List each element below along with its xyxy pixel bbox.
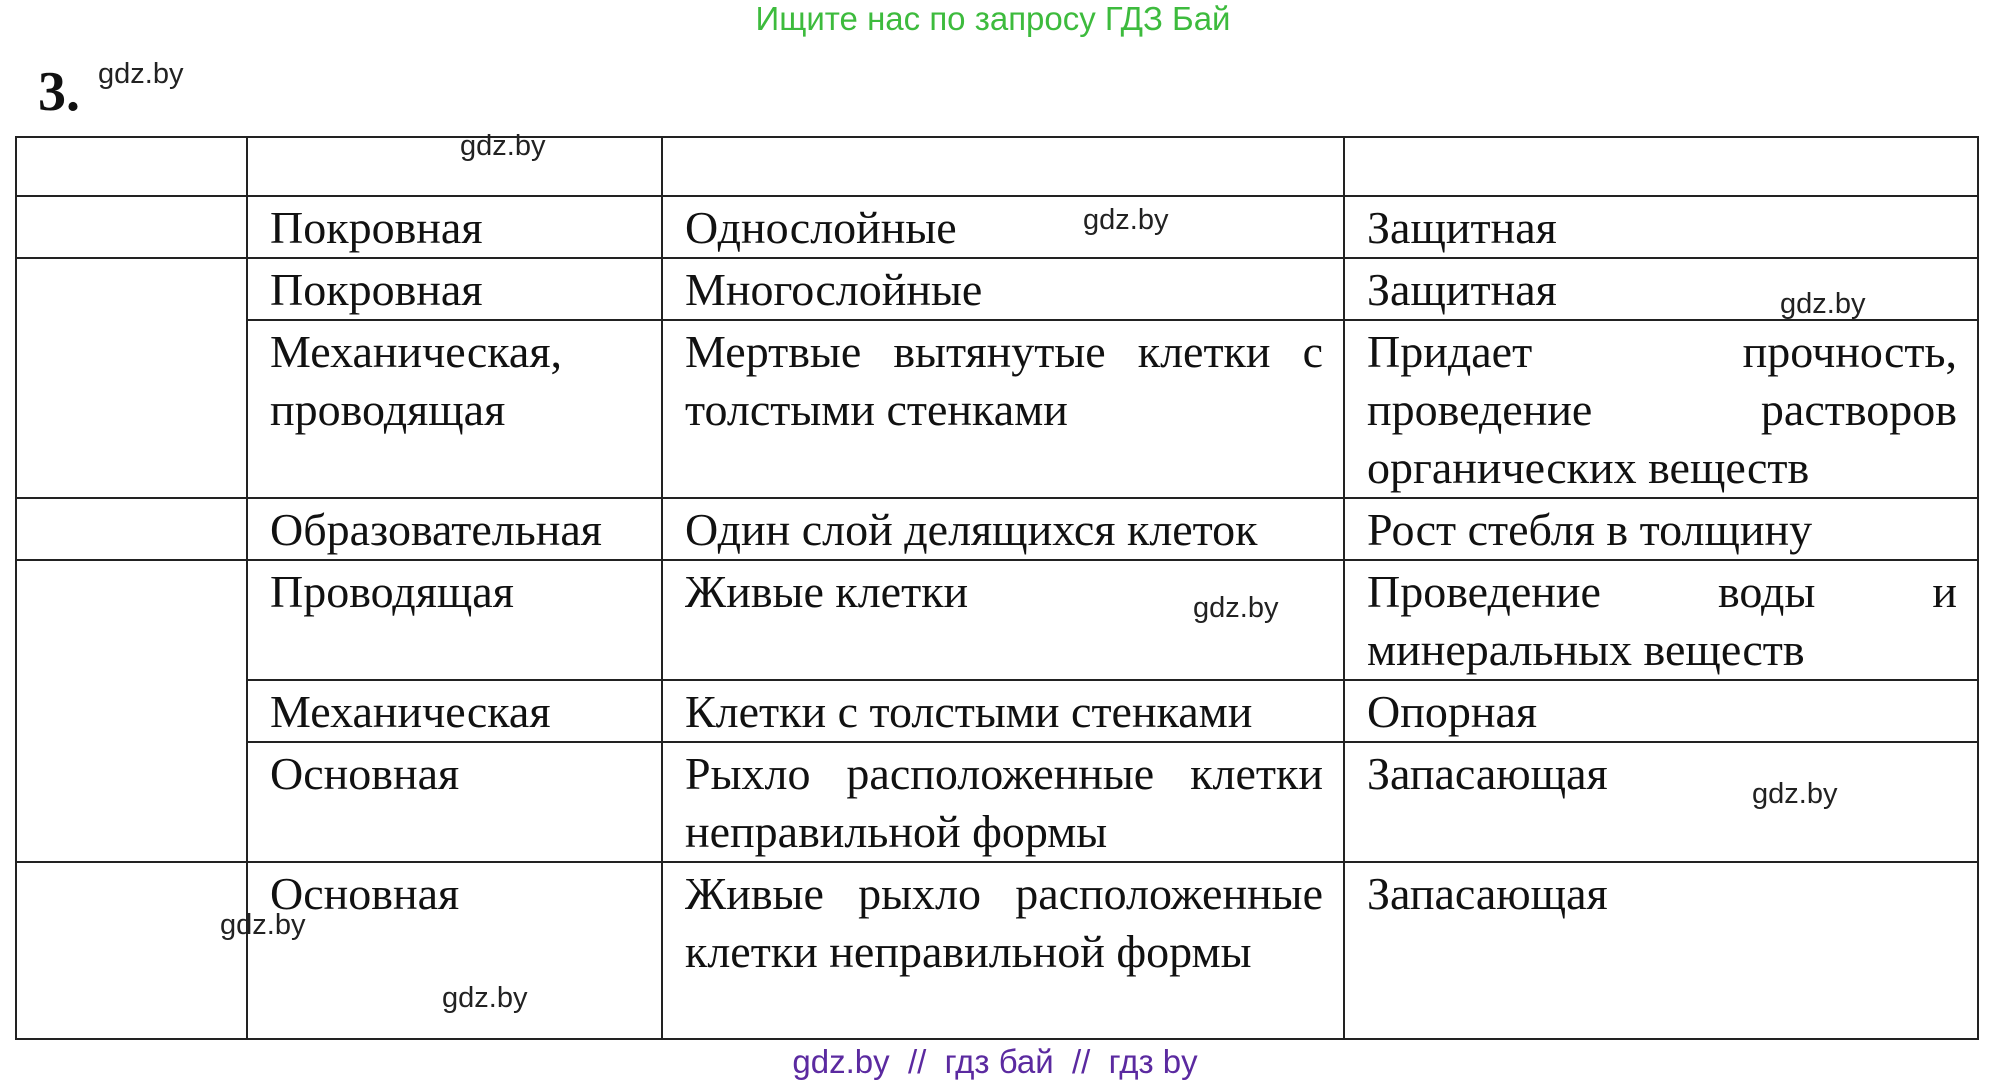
table-row <box>16 862 1978 1039</box>
table-cell <box>16 137 247 196</box>
table-cell: Покровная <box>247 196 662 258</box>
table-cell: Проведение воды и минеральных веществ <box>1344 560 1978 680</box>
watermark-text: gdz.by <box>442 982 528 1014</box>
table-cell: Один слой делящихся клеток <box>662 498 1344 560</box>
top-banner <box>0 0 1990 40</box>
watermark-text: gdz.by <box>1193 592 1279 624</box>
table-cell <box>16 196 247 258</box>
table-row <box>16 196 1978 258</box>
watermark-text: gdz.by <box>98 58 184 90</box>
watermark-text: gdz.by <box>1780 288 1866 320</box>
banner-text: Ищите нас по запросу ГДЗ Бай <box>755 0 1231 37</box>
table-cell <box>16 560 247 862</box>
task-number: 3. <box>38 61 80 123</box>
table-cell: Многослойные <box>662 258 1344 320</box>
table-row <box>16 742 1978 862</box>
table-cell: Защитная <box>1344 196 1978 258</box>
table-row <box>16 320 1978 498</box>
table-cell <box>1344 137 1978 196</box>
table-cell: Рыхло расположенные клетки неправильной формы <box>662 742 1344 862</box>
table-cell <box>16 862 247 1039</box>
table-cell: Защитная <box>1344 258 1978 320</box>
table-cell: Основная <box>247 742 662 862</box>
tissue-table-wrap <box>15 136 1977 1040</box>
table-cell: Придает прочность, проведение растворов органических веществ <box>1344 320 1978 498</box>
watermark-text: gdz.by <box>220 909 306 941</box>
footer-links: gdz.by // гдз бай // гдз by <box>792 1043 1198 1080</box>
table-cell: Запасающая <box>1344 742 1978 862</box>
table-cell: Опорная <box>1344 680 1978 742</box>
table-cell: Клетки с толстыми стенками <box>662 680 1344 742</box>
table-row <box>16 680 1978 742</box>
table-cell: Основная <box>247 862 662 1039</box>
table-row <box>16 258 1978 320</box>
table-cell <box>247 137 662 196</box>
table-row <box>16 498 1978 560</box>
table-cell: Покровная <box>247 258 662 320</box>
watermark-text: gdz.by <box>460 130 546 162</box>
table-cell <box>16 258 247 498</box>
table-cell: Живые рыхло расположенные клетки неправильной формы <box>662 862 1344 1039</box>
table-cell: Однослойные <box>662 196 1344 258</box>
table-cell: Образовательная <box>247 498 662 560</box>
table-cell: Механическая <box>247 680 662 742</box>
watermark-text: gdz.by <box>1752 778 1838 810</box>
table-cell <box>16 498 247 560</box>
table-row <box>16 560 1978 680</box>
table-cell: Рост стебля в толщину <box>1344 498 1978 560</box>
table-cell <box>662 137 1344 196</box>
table-cell: Проводящая <box>247 560 662 680</box>
watermark-text: gdz.by <box>1083 204 1169 236</box>
table-cell: Механическая, проводящая <box>247 320 662 498</box>
table-cell: Мертвые вытянутые клетки с толстыми стенками <box>662 320 1344 498</box>
table-row <box>16 137 1978 196</box>
table-cell: Запасающая <box>1344 862 1978 1039</box>
tissue-table <box>15 136 1979 1040</box>
table-cell: Живые клетки <box>662 560 1344 680</box>
